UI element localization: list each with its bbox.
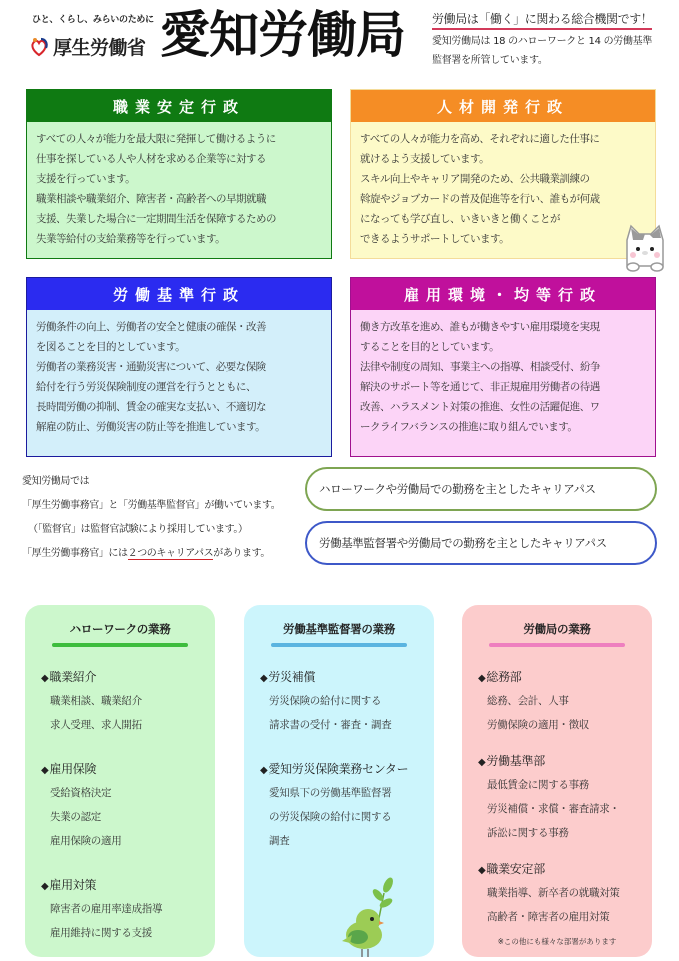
duty-item: 労災補償・求償・審査請求・ <box>487 803 620 815</box>
admin-box-title: 労働基準行政 <box>27 278 331 310</box>
admin-box-body <box>27 122 331 258</box>
description-line: 愛知労働局は 18 のハローワークと 14 の労働基準 <box>432 36 653 47</box>
footnote: ※この他にも様々な部署があります <box>497 937 617 946</box>
catch-copy: 労働局は「働く」に関わる総合機関です！ <box>432 10 652 30</box>
career-intro <box>22 470 280 566</box>
page-header <box>0 0 679 80</box>
admin-box-human-resources <box>350 89 656 259</box>
duty-item: 愛知県下の労働基準監督署 <box>269 787 392 799</box>
header-intro <box>432 8 672 70</box>
cat-illustration-icon <box>619 220 671 272</box>
ministry-name: 厚生労働省 <box>53 37 146 59</box>
admin-box-line: 失業等給付の支給業務等を行っています。 <box>36 233 226 245</box>
admin-box-line: 長時間労働の抑制、賃金の確実な支払い、不適切な <box>36 401 266 413</box>
admin-box-line: 支援、失業した場合に一定期間生活を保障するための <box>36 213 276 225</box>
duty-section <box>41 759 215 853</box>
duty-item: 雇用維持に関する支援 <box>50 927 152 939</box>
career-line: 愛知労働局では <box>22 476 90 487</box>
bird-illustration-icon <box>334 873 396 957</box>
duty-item: 訴訟に関する事務 <box>487 827 569 839</box>
mhlw-logo-icon <box>28 36 50 58</box>
admin-box-line: 解雇の防止、労働災害の防止等を推進しています。 <box>36 421 266 433</box>
admin-box-body <box>27 310 331 456</box>
duty-column-hellowork <box>25 605 215 957</box>
duty-column-title: 労働基準監督署の業務 <box>283 622 395 636</box>
page-title: 愛知労働局 <box>160 6 405 64</box>
admin-box-line: 解決のサポート等を通じて、非正規雇用労働者の待遇 <box>360 381 600 393</box>
duty-section <box>478 667 652 737</box>
duty-item: 職業相談、職業紹介 <box>50 695 142 707</box>
duty-section-head: 職業紹介 <box>49 670 97 684</box>
duty-section <box>478 859 652 929</box>
duty-section <box>260 667 434 737</box>
admin-box-line: 労働条件の向上、労働者の安全と健康の確保・改善 <box>36 321 266 333</box>
admin-box-line: 労働者の業務災害・通勤災害について、必要な保険 <box>36 361 266 373</box>
duty-section <box>260 759 434 853</box>
career-line <box>22 542 280 566</box>
duty-section-head: 労働基準部 <box>486 754 545 768</box>
admin-box-line: 働き方改革を進め、誰もが働きやすい雇用環境を実現 <box>360 321 600 333</box>
duty-item: 調査 <box>269 835 290 847</box>
admin-box-line: 法律や制度の周知、事業主への指導、相談受付、紛争 <box>360 361 600 373</box>
career-line-prefix: 「厚生労働事務官」には <box>22 548 128 559</box>
admin-box-line: すべての人々が能力を最大限に発揮して働けるように <box>36 133 276 145</box>
diamond-bullet-icon: ◆ <box>260 765 268 776</box>
admin-box-line: できるようサポートしています。 <box>360 233 510 245</box>
ministry-brand <box>28 33 146 60</box>
duty-item: 請求書の受付・審査・調査 <box>269 719 392 731</box>
career-path-count: ２つのキャリアパス <box>127 548 214 559</box>
duty-column-title: ハローワークの業務 <box>69 622 171 636</box>
admin-box-title: 職業安定行政 <box>27 90 331 122</box>
duty-item: 障害者の雇用率達成指導 <box>50 903 163 915</box>
duty-item: 失業の認定 <box>50 811 101 823</box>
admin-box-line: 職業相談や職業紹介、障害者・高齢者への早期就職 <box>36 193 266 205</box>
diamond-bullet-icon: ◆ <box>478 757 486 768</box>
duty-section <box>41 875 215 945</box>
duty-section-head: 雇用対策 <box>49 878 97 892</box>
description-line: 監督署を所管しています。 <box>432 55 548 66</box>
admin-box-labor-standards <box>26 277 332 457</box>
admin-box-title: 人材開発行政 <box>351 90 655 122</box>
admin-box-line: すべての人々が能力を高め、それぞれに適した仕事に <box>360 133 600 145</box>
duty-section-head: 職業安定部 <box>486 862 545 876</box>
career-line: （「監督官」は監督官試験により採用しています。） <box>28 524 248 535</box>
duty-item: 高齢者・障害者の雇用対策 <box>487 911 610 923</box>
admin-box-line: 斡旋やジョブカードの普及促進等を行い、誰もが何歳 <box>360 193 600 205</box>
admin-box-body <box>351 122 655 258</box>
diamond-bullet-icon: ◆ <box>41 673 49 684</box>
admin-box-line: 就けるよう支援しています。 <box>360 153 490 165</box>
admin-box-title: 雇用環境・均等行政 <box>351 278 655 310</box>
duty-item: 受給資格決定 <box>50 787 112 799</box>
diamond-bullet-icon: ◆ <box>260 673 268 684</box>
bureau-description <box>432 32 672 70</box>
duty-section-head: 雇用保険 <box>49 762 97 776</box>
duty-item: 雇用保険の適用 <box>50 835 122 847</box>
duty-item: 総務、会計、人事 <box>487 695 569 707</box>
career-path-labor-standards: 労働基準監督署や労働局での勤務を主としたキャリアパス <box>305 521 657 565</box>
admin-box-line: 改善、ハラスメント対策の推進、女性の活躍促進、ワ <box>360 401 600 413</box>
diamond-bullet-icon: ◆ <box>41 765 49 776</box>
admin-box-line: になっても学び直し、いきいきと働くことが <box>360 213 560 225</box>
admin-box-line: 給付を行う労災保険制度の運営を行うとともに、 <box>36 381 256 393</box>
career-path-hellowork: ハローワークや労働局での勤務を主としたキャリアパス <box>305 467 657 511</box>
diamond-bullet-icon: ◆ <box>41 881 49 892</box>
duty-section <box>41 667 215 737</box>
duty-item: 最低賃金に関する事務 <box>487 779 589 791</box>
career-line-suffix: があります。 <box>213 548 271 559</box>
duty-column-labor-standards-office <box>244 605 434 957</box>
duty-section-head: 愛知労災保険業務センター <box>268 762 409 776</box>
admin-box-employment-security <box>26 89 332 259</box>
duty-item: 求人受理、求人開拓 <box>50 719 142 731</box>
duty-item: 職業指導、新卒者の就職対策 <box>487 887 620 899</box>
admin-box-line: 仕事を探している人や人材を求める企業等に対する <box>36 153 266 165</box>
admin-box-line: スキル向上やキャリア開発のため、公共職業訓練の <box>360 173 590 185</box>
duty-item: 労災保険の給付に関する <box>269 695 382 707</box>
admin-box-employment-environment <box>350 277 656 457</box>
diamond-bullet-icon: ◆ <box>478 865 486 876</box>
duty-column-labor-bureau <box>462 605 652 957</box>
admin-box-line: ークライフバランスの推進に取り組んでいます。 <box>360 421 578 433</box>
admin-box-line: 支援を行っています。 <box>36 173 136 185</box>
admin-box-body <box>351 310 655 456</box>
admin-box-line: することを目的としています。 <box>360 341 500 353</box>
duty-section-head: 総務部 <box>486 670 522 684</box>
duty-section <box>478 751 652 845</box>
duty-column-title: 労働局の業務 <box>523 622 591 636</box>
duty-item: 労働保険の適用・徴収 <box>487 719 589 731</box>
duty-item: の労災保険の給付に関する <box>269 811 392 823</box>
ministry-tagline: ひと、くらし、みらいのために <box>32 15 154 25</box>
diamond-bullet-icon: ◆ <box>478 673 486 684</box>
admin-box-line: を図ることを目的としています。 <box>36 341 186 353</box>
duty-section-head: 労災補償 <box>268 670 316 684</box>
career-line: 「厚生労働事務官」と「労働基準監督官」が働いています。 <box>22 500 281 511</box>
